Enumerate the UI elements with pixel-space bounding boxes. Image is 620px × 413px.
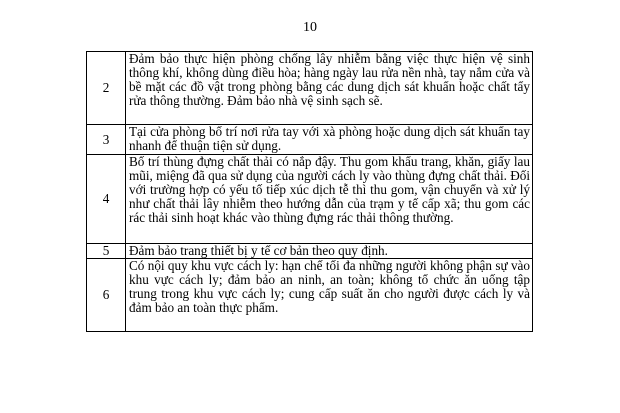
row-number: 2	[87, 52, 126, 125]
table-row	[87, 155, 533, 244]
table-row	[87, 259, 533, 332]
row-content: Đảm bảo thực hiện phòng chống lây nhiễm bằng việc thực hiện vệ sinh thông khí, không dùng điều hòa; hàng ngày lau rửa nền nhà, tay nắm cửa và bề mặt các đồ vật trong phòng bằng các dung dịch sát khuẩn hoặc chất tẩy rửa thông thường. Đảm bảo nhà vệ sinh sạch sẽ.	[126, 52, 533, 125]
row-number: 3	[87, 125, 126, 155]
table-row	[87, 52, 533, 125]
row-content: Bố trí thùng đựng chất thải có nắp đậy. Thu gom khẩu trang, khăn, giấy lau mũi, miệng đã qua sử dụng của người cách ly vào thùng đựng chất thải. Đối với trường hợp có yếu tố tiếp xúc dịch tễ thì thu gom, vận chuyển và xử lý như chất thải lây nhiễm theo hướng dẫn của trạm y tế cấp xã; thu gom các rác thải sinh hoạt khác vào thùng đựng rác thải thông thường.	[126, 155, 533, 244]
row-content: Đảm bảo trang thiết bị y tế cơ bản theo quy định.	[126, 244, 533, 259]
table-row	[87, 244, 533, 259]
row-number: 5	[87, 244, 126, 259]
row-content: Có nội quy khu vực cách ly: hạn chế tối đa những người không phận sự vào khu vực cách ly; đảm bảo an ninh, an toàn; không tổ chức ăn uống tập trung trong khu vực cách ly; cung cấp suất ăn cho người được cách ly và đảm bảo an toàn thực phẩm.	[126, 259, 533, 332]
row-number: 4	[87, 155, 126, 244]
row-number: 6	[87, 259, 126, 332]
table-row	[87, 125, 533, 155]
page-number: 10	[303, 20, 317, 35]
regulations-table	[86, 51, 533, 332]
row-content: Tại cửa phòng bố trí nơi rửa tay với xà phòng hoặc dung dịch sát khuẩn tay nhanh để thuận tiện sử dụng.	[126, 125, 533, 155]
